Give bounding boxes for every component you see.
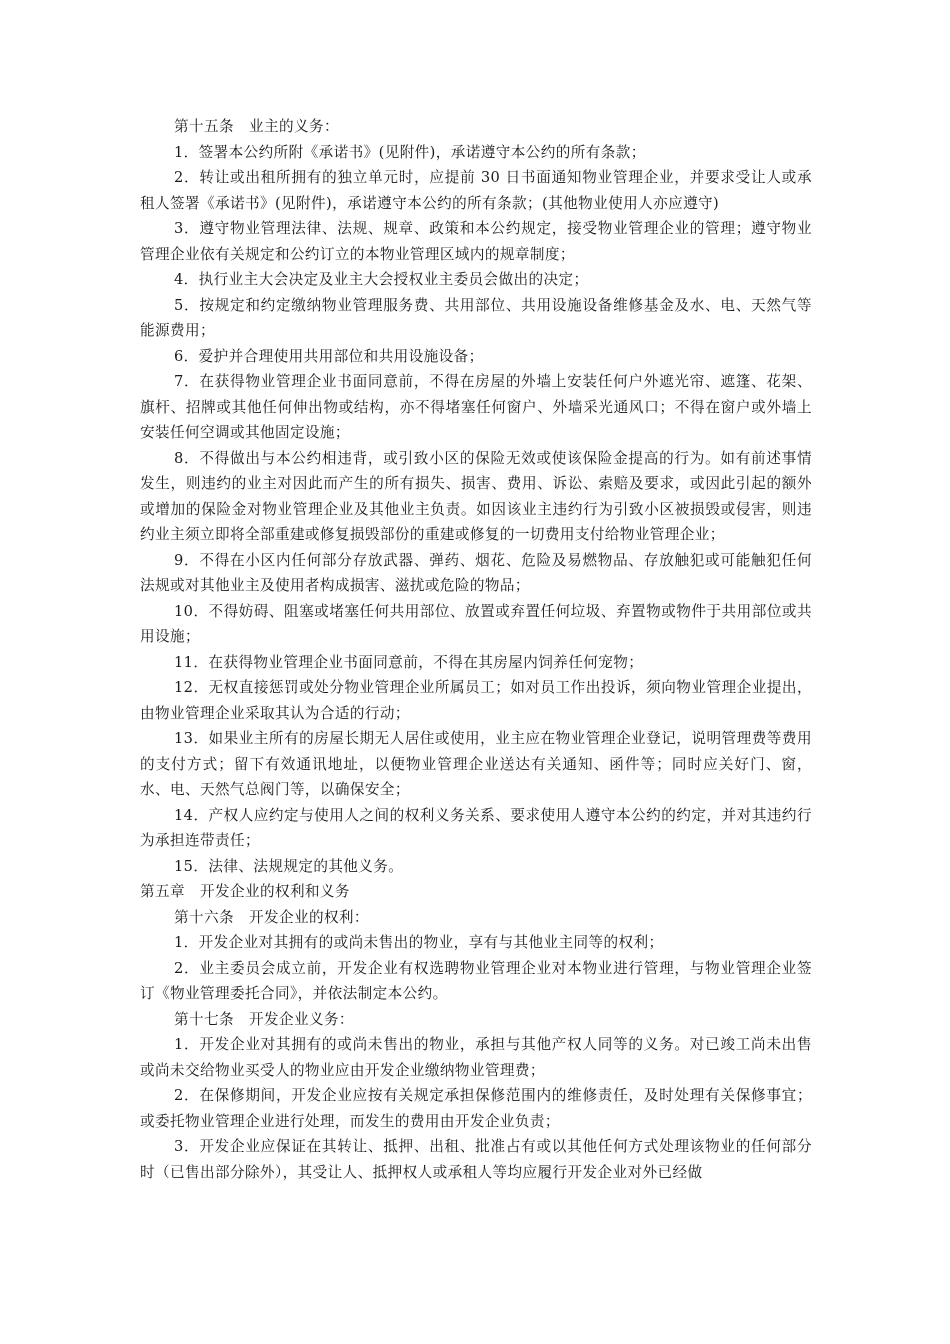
paragraph: 2．业主委员会成立前，开发企业有权选聘物业管理企业对本物业进行管理，与物业管理企业签订《物业管理委托合同》，并依法制定本公约。 [140,959,812,1002]
paragraph: 第五章 开发企业的权利和义务 [140,883,350,900]
document-body [140,114,812,1185]
paragraph: 7．在获得物业管理企业书面同意前，不得在房屋的外墙上安装任何户外遮光帘、遮篷、花架、旗杆、招牌或其他任何伸出物或结构，亦不得堵塞任何窗户、外墙采光通风口；不得在窗户或外墙上安装任何空调或其他固定设施； [140,373,812,441]
paragraph: 14．产权人应约定与使用人之间的权利义务关系、要求使用人遵守本公约的约定，并对其违约行为承担连带责任； [140,806,812,849]
paragraph: 9．不得在小区内任何部分存放武器、弹药、烟花、危险及易燃物品、存放触犯或可能触犯任何法规或对其他业主及使用者构成损害、滋扰或危险的物品； [140,551,812,594]
paragraph: 2．转让或出租所拥有的独立单元时，应提前 30 日书面通知物业管理企业，并要求受让人或承租人签署《承诺书》(见附件)，承诺遵守本公约的所有条款；(其他物业使用人亦应遵守) [140,169,812,212]
paragraph: 3．开发企业应保证在其转让、抵押、出租、批准占有或以其他任何方式处理该物业的任何部分时（已售出部分除外），其受让人、抵押权人或承租人等均应履行开发企业对外已经做 [140,1138,812,1181]
paragraph: 15．法律、法规规定的其他义务。 [174,857,404,875]
paragraph: 1．开发企业对其拥有的或尚未售出的物业，承担与其他产权人同等的义务。对已竣工尚未出售或尚未交给物业买受人的物业应由开发企业缴纳物业管理费； [140,1036,812,1079]
paragraph: 13．如果业主所有的房屋长期无人居住或使用，业主应在物业管理企业登记，说明管理费等费用的支付方式；留下有效通讯地址，以便物业管理企业送达有关通知、函件等；同时应关好门、窗，水、电、天然气总阀门等，以确保安全； [140,730,812,798]
paragraph: 1．签署本公约所附《承诺书》(见附件)，承诺遵守本公约的所有条款； [174,143,646,161]
paragraph: 8．不得做出与本公约相违背，或引致小区的保险无效或使该保险金提高的行为。如有前述事情发生，则违约的业主对因此而产生的所有损失、损害、费用、诉讼、索赔及要求，或因此引起的额外或增加的保险金对物业管理企业及其他业主负责。如因该业主违约行为引致小区被损毁或侵害，则违约业主须立即将全部重建或修复损毁部份的重建或修复的一切费用支付给物业管理企业； [140,449,812,543]
paragraph: 2．在保修期间，开发企业应按有关规定承担保修范围内的维修责任，及时处理有关保修事宜；或委托物业管理企业进行处理，而发生的费用由开发企业负责； [140,1087,812,1130]
paragraph: 10．不得妨碍、阻塞或堵塞任何共用部位、放置或弃置任何垃圾、弃置物或物件于共用部位或共用设施； [140,602,812,645]
paragraph: 第十七条 开发企业义务： [174,1010,354,1028]
paragraph: 11．在获得物业管理企业书面同意前，不得在其房屋内饲养任何宠物； [174,653,644,671]
paragraph: 5．按规定和约定缴纳物业管理服务费、共用部位、共用设施设备维修基金及水、电、天然气等能源费用； [140,296,812,339]
paragraph: 第十五条 业主的义务： [174,118,339,135]
paragraph: 1．开发企业对其拥有的或尚未售出的物业，享有与其他业主同等的权利； [174,934,664,951]
paragraph: 6．爱护并合理使用共用部位和共用设施设备； [174,347,484,365]
paragraph: 4．执行业主大会决定及业主大会授权业主委员会做出的决定； [174,271,589,288]
paragraph: 第十六条 开发企业的权利： [174,908,369,926]
paragraph: 12．无权直接惩罚或处分物业管理企业所属员工；如对员工作出投诉，须向物业管理企业提出，由物业管理企业采取其认为合适的行动； [140,679,812,722]
paragraph: 3．遵守物业管理法律、法规、规章、政策和本公约规定，接受物业管理企业的管理；遵守物业管理企业依有关规定和公约订立的本物业管理区域内的规章制度； [140,220,812,263]
